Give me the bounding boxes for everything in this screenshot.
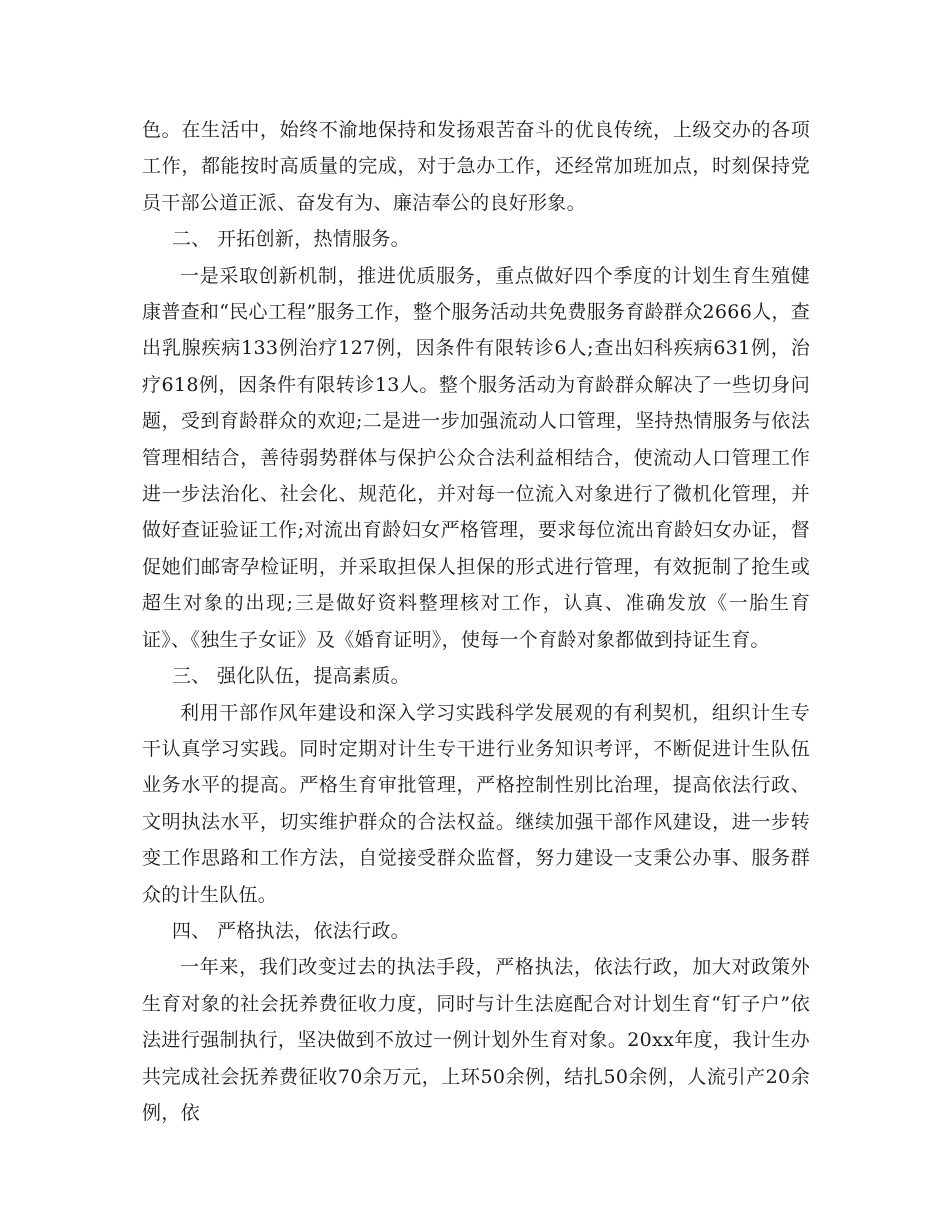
document-body	[142, 112, 810, 1131]
paragraph-team: 利用干部作风年建设和深入学习实践科学发展观的有利契机，组织计生专干认真学习实践。同时定期对计生专干进行业务知识考评，不断促进计生队伍业务水平的提高。严格生育审批管理，严格控制性别比治理，提高依法行政、文明执法水平，切实维护群众的合法权益。继续加强干部作风建设，进一步转变工作思路和工作方法，自觉接受群众监督，努力建设一支秉公办事、服务群众的计生队伍。	[142, 701, 810, 906]
section-heading-4: 四、 严格执法，依法行政。	[172, 919, 410, 942]
paragraph-continuation: 色。在生活中，始终不渝地保持和发扬艰苦奋斗的优良传统，上级交办的各项工作，都能按时高质量的完成，对于急办工作，还经常加班加点，时刻保持党员干部公道正派、奋发有为、廉洁奉公的良好形象。	[142, 119, 810, 214]
paragraph-service: 一是采取创新机制，推进优质服务，重点做好四个季度的计划生育生殖健康普查和“民心工程”服务工作，整个服务活动共免费服务育龄群众2666人，查出乳腺疾病133例治疗127例，因条件有限转诊6人;查出妇科疾病631例，治疗618例，因条件有限转诊13人。整个服务活动为育龄群众解决了一些切身问题，受到育龄群众的欢迎;二是进一步加强流动人口管理，坚持热情服务与依法管理相结合，善待弱势群体与保护公众合法利益相结合，使流动人口管理工作进一步法治化、社会化、规范化，并对每一位流入对象进行了微机化管理，并做好查证验证工作;对流出育龄妇女严格管理，要求每位流出育龄妇女办证，督促她们邮寄孕检证明，并采取担保人担保的形式进行管理，有效扼制了抢生或超生对象的出现;三是做好资料整理核对工作，认真、准确发放《一胎生育证》、《独生子女证》及《婚育证明》，使每一个育龄对象都做到持证生育。	[142, 264, 810, 651]
section-heading-3: 三、 强化队伍，提高素质。	[172, 665, 410, 688]
section-heading-2: 二、 开拓创新，热情服务。	[172, 228, 410, 251]
paragraph-law-enforcement: 一年来，我们改变过去的执法手段，严格执法，依法行政，加大对政策外生育对象的社会抚养费征收力度，同时与计生法庭配合对计划生育“钉子户”依法进行强制执行，坚决做到不放过一例计划外生育对象。20xx年度，我计生办共完成社会抚养费征收70余万元，上环50余例，结扎50余例，人流引产20余例，依	[142, 956, 810, 1124]
